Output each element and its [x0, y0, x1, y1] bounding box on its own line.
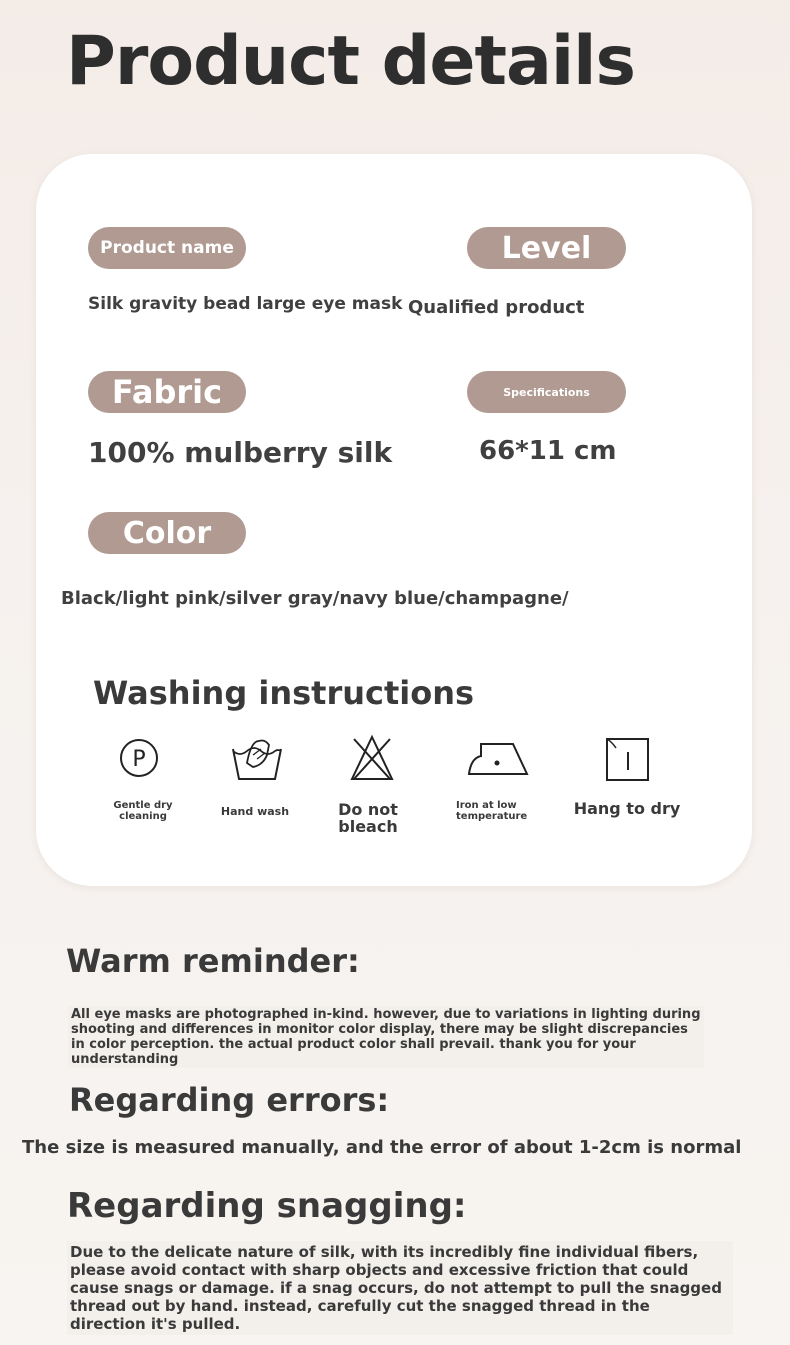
fabric-value: 100% mulberry silk [88, 436, 393, 469]
product-name-label: Product name [88, 227, 246, 269]
specifications-label: Specifications [467, 371, 626, 413]
level-value: Qualified product [408, 297, 585, 318]
color-value: Black/light pink/silver gray/navy blue/champagne/ [61, 588, 569, 609]
color-label: Color [88, 512, 246, 554]
warm-reminder-text: All eye masks are photographed in-kind. however, due to variations in lighting during shooting and differences in monitor color display, there may be slight discrepancies in color perception. the actual product color shall prevail. thank you for your understanding [68, 1006, 704, 1068]
dry-clean-p-icon [119, 737, 161, 781]
hang-dry-icon [604, 736, 652, 784]
regarding-errors-heading: Regarding errors: [69, 1081, 390, 1119]
iron-low-icon [465, 740, 531, 780]
page-title: Product details [66, 22, 635, 101]
do-not-bleach-caption: Do not bleach [338, 800, 398, 836]
regarding-errors-text: The size is measured manually, and the error of about 1-2cm is normal [22, 1137, 742, 1158]
washing-instructions-heading: Washing instructions [93, 674, 475, 712]
do-not-bleach-icon [348, 733, 396, 783]
dry-clean-caption: Gentle dry cleaning [113, 800, 173, 822]
svg-text:P: P [132, 747, 146, 772]
iron-low-caption: Iron at low temperature [456, 800, 528, 822]
hand-wash-icon [229, 735, 285, 783]
regarding-snagging-heading: Regarding snagging: [67, 1186, 467, 1226]
regarding-snagging-text: Due to the delicate nature of silk, with its incredibly fine individual fibers, please avoid contact with sharp objects and excessive friction that could cause snags or damage. if a snag occurs, do not attempt to pull the snagged thread out by hand. instead, carefully cut the snagged thread in the direction it's pulled. [67, 1241, 733, 1335]
specifications-value: 66*11 cm [479, 436, 617, 466]
fabric-label: Fabric [88, 371, 246, 413]
product-name-value: Silk gravity bead large eye mask [88, 294, 403, 314]
level-label: Level [467, 227, 626, 269]
hang-dry-caption: Hang to dry [573, 799, 681, 818]
warm-reminder-heading: Warm reminder: [66, 942, 360, 980]
hand-wash-caption: Hand wash [220, 805, 290, 818]
